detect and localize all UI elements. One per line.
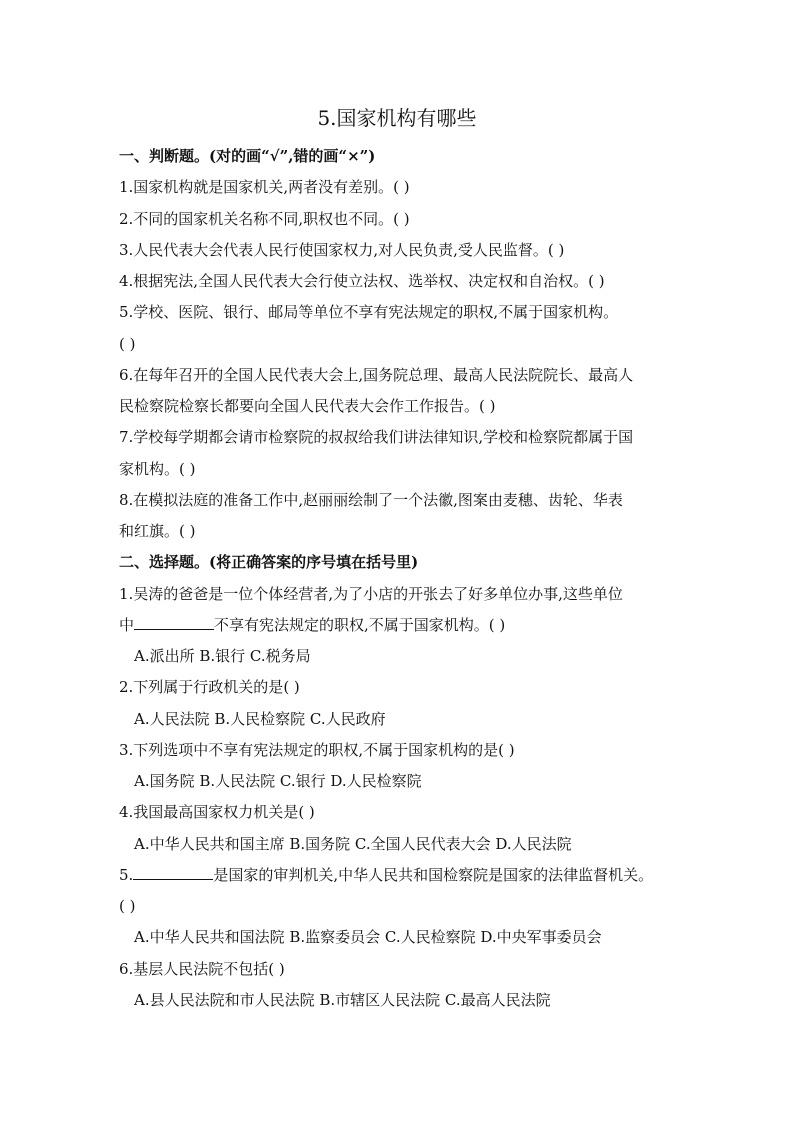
section1-heading: 一、判断题。(对的画“√”,错的画“×”) (119, 147, 376, 165)
mc-question-5-options: A.中华人民共和国法院 B.监察委员会 C.人民检察院 D.中央军事委员会 (134, 928, 602, 947)
mc-question-5 (119, 860, 679, 891)
tf-question-4: 4.根据宪法,全国人民代表大会行使立法权、选举权、决定权和自治权。( ) (119, 272, 605, 290)
mc-question-6-options: A.县人民法院和市人民法院 B.市辖区人民法院 C.最高人民法院 (134, 990, 551, 1009)
mc-question-3-options: A.国务院 B.人民法院 C.银行 D.人民检察院 (134, 772, 422, 790)
tf-question-7: 7.学校每学期都会请市检察院的叔叔给我们讲法律知识,学校和检察院都属于国 (119, 428, 634, 447)
tf-question-2: 2.不同的国家机关名称不同,职权也不同。( ) (119, 209, 410, 228)
mc-question-1-prefix: 中 (119, 615, 135, 634)
tf-question-5-cont: ( ) (119, 334, 136, 353)
mc-question-2-options: A.人民法院 B.人民检察院 C.人民政府 (134, 709, 386, 728)
mc-question-5-suffix: 是国家的审判机关,中华人民共和国检察院是国家的法律监督机关。 (213, 865, 654, 884)
mc-question-4-options: A.中华人民共和国主席 B.国务院 C.全国人民代表大会 D.人民法院 (134, 834, 572, 853)
mc-question-1: 1.吴涛的爸爸是一位个体经营者,为了小店的开张去了好多单位办事,这些单位 (119, 584, 623, 603)
mc-question-3: 3.下列选项中不享有宪法规定的职权,不属于国家机构的是( ) (119, 740, 515, 759)
answer-blank (133, 865, 213, 880)
worksheet-content (119, 141, 679, 1016)
mc-question-5-prefix: 5. (119, 865, 134, 884)
tf-question-3: 3.人民代表大会代表人民行使国家权力,对人民负责,受人民监督。( ) (119, 240, 565, 259)
mc-question-1-cont (119, 610, 679, 641)
tf-question-8: 8.在模拟法庭的准备工作中,赵丽丽绘制了一个法徽,图案由麦穗、齿轮、华表 (119, 490, 623, 509)
tf-question-6: 6.在每年召开的全国人民代表大会上,国务院总理、最高人民法院院长、最高人 (119, 365, 634, 384)
tf-question-6-cont: 民检察院检察长都要向全国人民代表大会作工作报告。( ) (119, 397, 496, 415)
mc-question-1-suffix: 不享有宪法规定的职权,不属于国家机构。( ) (214, 615, 506, 634)
tf-question-1: 1.国家机构就是国家机关,两者没有差别。( ) (119, 178, 410, 197)
tf-question-5: 5.学校、医院、银行、邮局等单位不享有宪法规定的职权,不属于国家机构。 (119, 303, 619, 322)
section2-heading: 二、选择题。(将正确答案的序号填在括号里) (119, 553, 419, 572)
tf-question-8-cont: 和红旗。( ) (119, 522, 196, 540)
mc-question-2: 2.下列属于行政机关的是( ) (119, 678, 300, 697)
mc-question-5-cont: ( ) (119, 897, 136, 915)
tf-question-7-cont: 家机构。( ) (119, 459, 196, 478)
mc-question-1-options: A.派出所 B.银行 C.税务局 (134, 647, 311, 665)
page-title: 5.国家机构有哪些 (317, 106, 477, 130)
answer-blank (134, 615, 214, 630)
mc-question-4: 4.我国最高国家权力机关是( ) (119, 803, 315, 822)
mc-question-6: 6.基层人民法院不包括( ) (119, 959, 285, 978)
